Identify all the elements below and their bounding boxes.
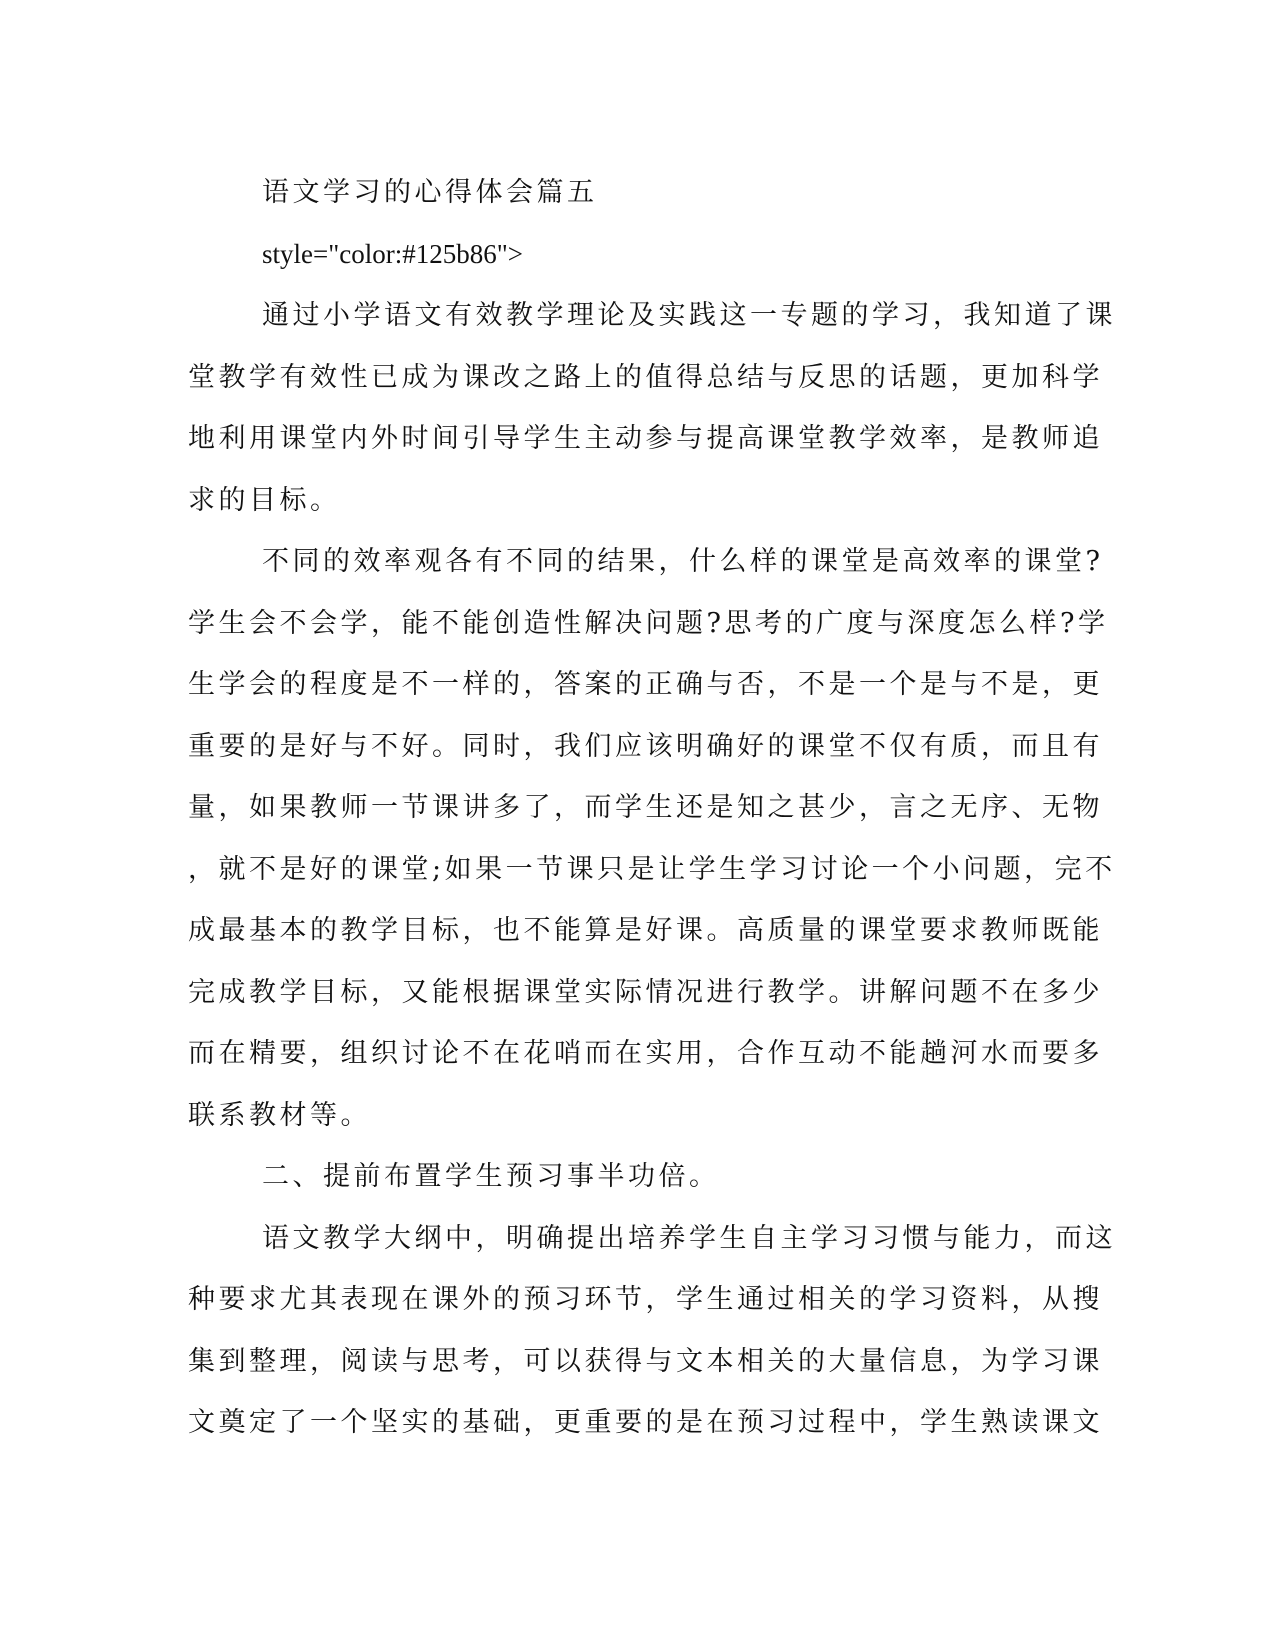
paragraph-3-line-3: 集到整理，阅读与思考，可以获得与文本相关的大量信息，为学习课 [188, 1345, 1103, 1377]
paragraph-1-line-1: 通过小学语文有效教学理论及实践这一专题的学习，我知道了课 [262, 300, 1116, 331]
paragraph-2-line-2: 学生会不会学，能不能创造性解决问题?思考的广度与深度怎么样?学 [188, 607, 1109, 639]
paragraph-1-line-2: 堂教学有效性已成为课改之路上的值得总结与反思的话题，更加科学 [188, 361, 1103, 393]
paragraph-1-line-4: 求的目标。 [188, 484, 341, 516]
paragraph-2-line-1: 不同的效率观各有不同的结果，什么样的课堂是高效率的课堂? [262, 546, 1104, 577]
paragraph-2-line-7: 成最基本的教学目标，也不能算是好课。高质量的课堂要求教师既能 [188, 915, 1103, 946]
paragraph-2-line-6: ，就不是好的课堂;如果一节课只是让学生学习讨论一个小问题，完不 [188, 853, 1116, 885]
paragraph-1-line-3: 地利用课堂内外时间引导学生主动参与提高课堂教学效率，是教师追 [188, 423, 1103, 454]
section-heading-2: 二、提前布置学生预习事半功倍。 [262, 1161, 720, 1192]
paragraph-3-line-2: 种要求尤其表现在课外的预习环节，学生通过相关的学习资料，从搜 [188, 1284, 1103, 1315]
paragraph-3-line-4: 文奠定了一个坚实的基础，更重要的是在预习过程中，学生熟读课文 [188, 1407, 1103, 1438]
document-title: 语文学习的心得体会篇五 [262, 177, 598, 208]
paragraph-3-line-1: 语文教学大纲中，明确提出培养学生自主学习习惯与能力，而这 [262, 1222, 1116, 1254]
paragraph-2-line-8: 完成教学目标，又能根据课堂实际情况进行教学。讲解问题不在多少 [188, 976, 1103, 1008]
stray-markup-text: style="color:#125b86"> [262, 238, 523, 269]
paragraph-2-line-5: 量，如果教师一节课讲多了，而学生还是知之甚少，言之无序、无物 [188, 792, 1103, 823]
paragraph-2-line-9: 而在精要，组织讨论不在花哨而在实用，合作互动不能趟河水而要多 [188, 1038, 1103, 1069]
document-body [188, 162, 1116, 1454]
paragraph-2-line-4: 重要的是好与不好。同时，我们应该明确好的课堂不仅有质，而且有 [188, 730, 1103, 762]
paragraph-2-line-10: 联系教材等。 [188, 1099, 371, 1131]
paragraph-2-line-3: 生学会的程度是不一样的，答案的正确与否，不是一个是与不是，更 [188, 669, 1103, 700]
